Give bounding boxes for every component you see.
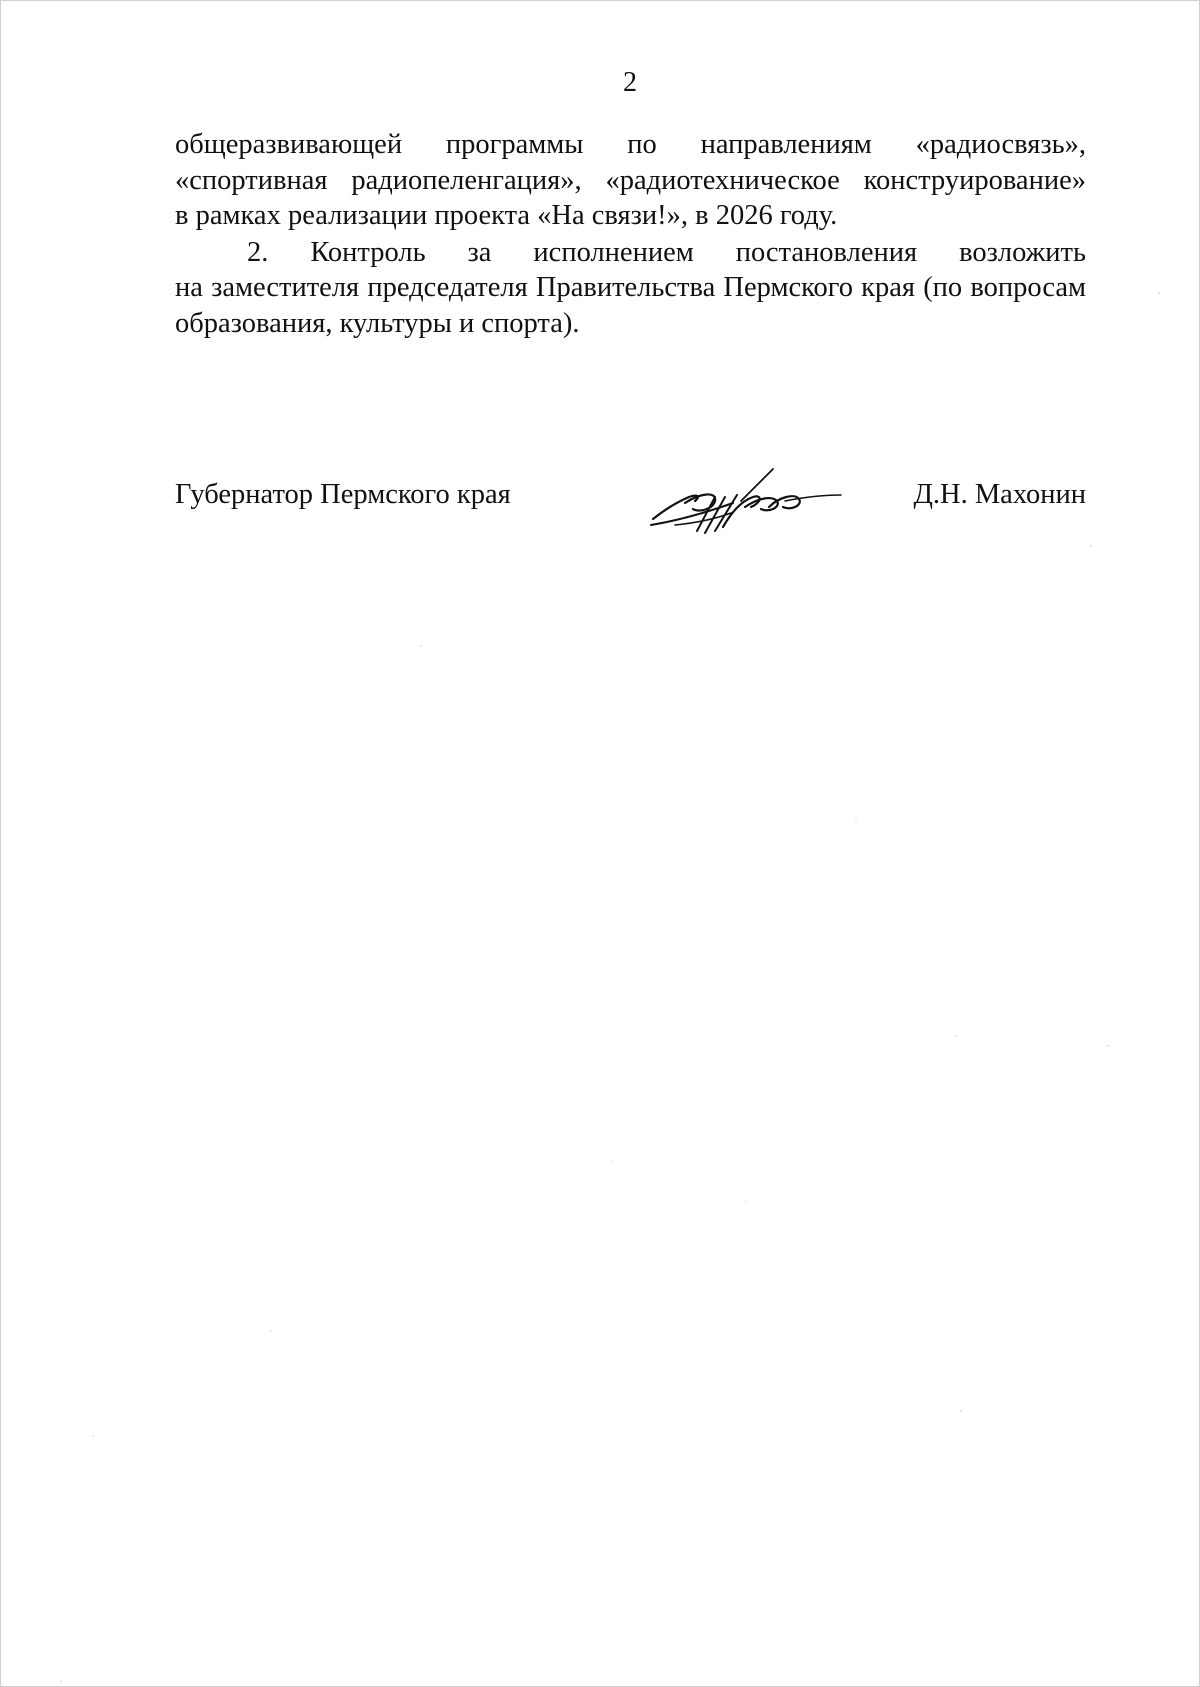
paragraph-control-clause [175, 235, 1086, 342]
signer-title: Губернатор Пермского края [175, 479, 511, 510]
paragraph-line: в рамках реализации проекта «На связи!», в 2026 году. [175, 200, 838, 231]
paragraph-line: 2. Контроль за исполнением постановления возложить [247, 236, 1086, 268]
paragraph-line: образования, культуры и спорта). [175, 307, 580, 339]
page-number: 2 [623, 67, 637, 98]
paragraph-line: на заместителя председателя Правительства Пермского края (по вопросам [175, 272, 1086, 303]
paragraph-line: «спортивная радиопеленгация», «радиотехническое конструирование» [175, 164, 1086, 196]
paragraph-line: общеразвивающей программы по направлениям «радиосвязь», [175, 129, 1086, 160]
signature-block [175, 471, 1086, 551]
handwritten-signature-icon [645, 463, 845, 543]
paragraph-continuation [175, 127, 1086, 234]
signer-name: Д.Н. Махонин [913, 479, 1086, 510]
document-body [175, 127, 1086, 341]
